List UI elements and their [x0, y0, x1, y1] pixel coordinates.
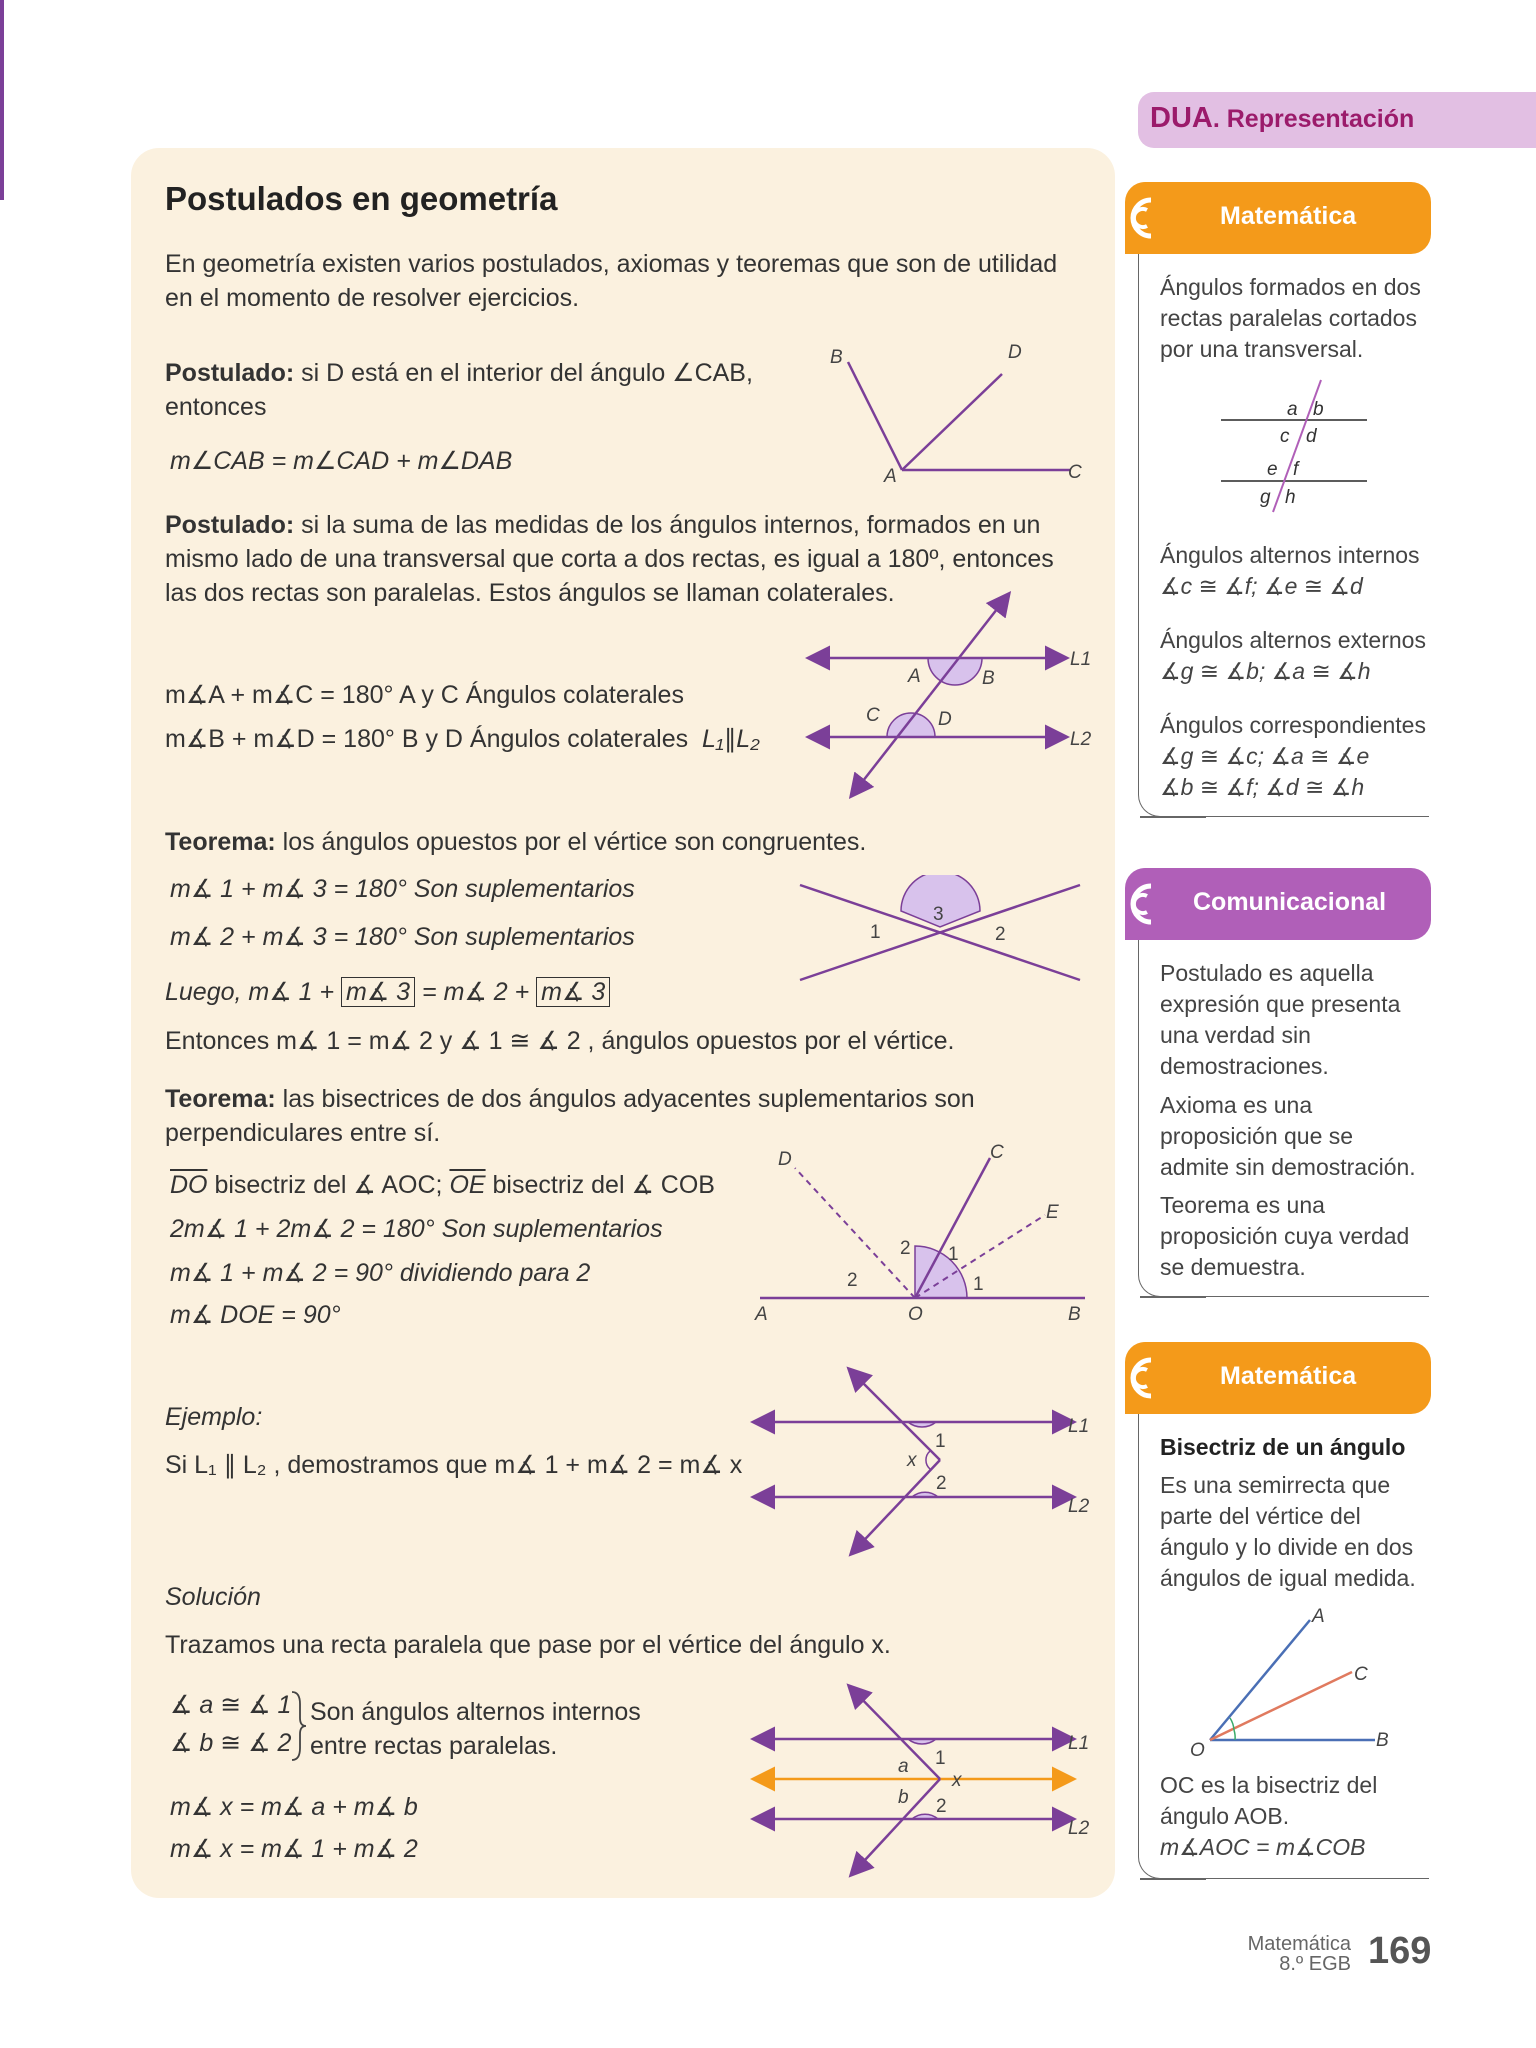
card-1-header: [1125, 182, 1431, 254]
postulate-1-text2: entonces: [165, 393, 267, 421]
fig-label: A: [884, 466, 897, 487]
dua-rest: . Representación: [1212, 105, 1415, 133]
corr-value-1: ∡g ≅ ∡c; ∡a ≅ ∡e: [1160, 743, 1370, 769]
dua-title: [1150, 102, 1414, 135]
boxed-term: m∡ 3: [341, 977, 415, 1007]
page-number: 169: [1368, 1930, 1432, 1972]
fig-label: D: [1008, 342, 1022, 363]
alt-int-block: [1160, 540, 1430, 602]
fig-label: B: [982, 668, 995, 689]
page-edge-rule: [0, 0, 4, 200]
card-2-header: [1125, 868, 1431, 940]
footer-grade: 8.º EGB: [1279, 1953, 1351, 1975]
colateral-line-2: [165, 724, 760, 754]
fig-label: E: [1046, 1202, 1059, 1223]
corr-value-2: ∡b ≅ ∡f; ∡d ≅ ∡h: [1160, 774, 1365, 800]
example-figure: [750, 1365, 1100, 1565]
alt-ext-block: [1160, 625, 1430, 687]
brace-text-1: Son ángulos alternos internos: [310, 1698, 641, 1726]
fig-label: b: [898, 1787, 909, 1808]
bisector-caption-1: OC es la bisectriz del ángulo AOB.: [1160, 1772, 1378, 1829]
luego-line: [165, 975, 610, 1009]
postulate-2-text: si la suma de las medidas de los ángulos internos, formados en un mismo lado de una transversal que corta a dos rectas, es igual a 180º, entonces las dos rectas son paralelas. Estos ángulos se llaman colaterales.: [165, 511, 1054, 607]
alt-ext-value: ∡g ≅ ∡b; ∡a ≅ ∡h: [1160, 658, 1371, 684]
corr-title: Ángulos correspondientes: [1160, 712, 1426, 738]
example-statement: Si L₁ ∥ L₂ , demostramos que m∡ 1 + m∡ 2 = m∡ x: [165, 1451, 743, 1479]
fig-label: 1: [973, 1274, 984, 1295]
fig-label: L1: [1068, 1733, 1090, 1754]
brace-text: [310, 1695, 641, 1763]
clip-icon: [1121, 192, 1161, 244]
theorem-1-text: los ángulos opuestos por el vértice son congruentes.: [275, 828, 867, 856]
fig-label: 2: [900, 1238, 911, 1259]
luego-prefix: Luego, m∡ 1 +: [165, 978, 341, 1006]
congruence-b: ∡ b ≅ ∡ 2: [170, 1729, 292, 1757]
fig-label: 1: [948, 1244, 959, 1265]
bisector-figure: [1180, 1600, 1395, 1760]
angle-cab-figure: [820, 340, 1100, 490]
bisector-caption: [1160, 1770, 1430, 1863]
dua-banner: [1138, 92, 1536, 148]
bisector-text-2: bisectriz del ∡ COB: [485, 1171, 715, 1199]
fig-label: A: [755, 1304, 768, 1325]
supplementary-line-2: m∡ 2 + m∡ 3 = 180° Son suplementarios: [170, 923, 635, 951]
fig-label: f: [1293, 459, 1299, 480]
postulate-1-text: si D está en el interior del ángulo ∠CAB,: [294, 359, 753, 387]
alt-ext-title: Ángulos alternos externos: [1160, 627, 1426, 653]
entonces-line: Entonces m∡ 1 = m∡ 2 y ∡ 1 ≅ ∡ 2 , ángulos opuestos por el vértice.: [165, 1027, 955, 1055]
solution-text: Trazamos una recta paralela que pase por el vértice del ángulo x.: [165, 1631, 891, 1659]
fig-label: A: [1312, 1606, 1325, 1627]
segment-oe: $\overline{OE}$: [449, 1171, 486, 1199]
fig-label: O: [908, 1304, 923, 1325]
corresponding-block: [1160, 710, 1430, 803]
solution-label: Solución: [165, 1583, 261, 1611]
segment-do: $\overline{DO}$: [170, 1171, 208, 1199]
colateral-angles-figure: [790, 585, 1100, 805]
congruence-a: ∡ a ≅ ∡ 1: [170, 1691, 292, 1719]
theorem-2-text: las bisectrices de dos ángulos adyacentes suplementarios son perpendiculares entre sí.: [165, 1085, 975, 1147]
fig-label: d: [1306, 426, 1317, 447]
card-2-axioma: Axioma es una proposición que se admite sin demostración.: [1160, 1092, 1416, 1180]
fig-label: O: [1190, 1740, 1205, 1760]
supplementary-line-1: m∡ 1 + m∡ 3 = 180° Son suplementarios: [170, 875, 635, 903]
fig-label: 2: [847, 1270, 858, 1291]
card-3-header: [1125, 1342, 1431, 1414]
card-2-end-line: [1140, 1296, 1206, 1298]
parallel-notation: L₁∥L₂: [702, 725, 760, 753]
fig-label: C: [990, 1142, 1004, 1163]
bisector-perpendicular-figure: [750, 1140, 1100, 1330]
clip-icon: [1121, 1352, 1161, 1404]
fig-label: B: [1376, 1730, 1389, 1751]
fig-label: C: [866, 705, 880, 726]
fig-label: g: [1260, 487, 1271, 508]
fig-label: a: [1287, 399, 1298, 420]
postulate-label: Postulado:: [165, 511, 295, 539]
footer-subject-name: Matemática: [1247, 1933, 1351, 1955]
bisector-line-4: m∡ DOE = 90°: [170, 1301, 341, 1329]
fig-label: a: [898, 1756, 909, 1777]
fig-label: A: [908, 666, 921, 687]
card-2-postulado: Postulado es aquella expresión que presenta una verdad sin demostraciones.: [1160, 960, 1401, 1079]
bisector-text-1: bisectriz del ∡ AOC;: [207, 1171, 450, 1199]
fig-label: B: [1068, 1304, 1081, 1325]
fig-label: L2: [1070, 729, 1092, 750]
section-title: Postulados en geometría: [165, 180, 558, 217]
fig-label: e: [1267, 459, 1278, 480]
postulate-1: [165, 356, 805, 424]
fig-label: L2: [1068, 1496, 1090, 1517]
fig-label: D: [778, 1149, 792, 1170]
solution-line-4: m∡ x = m∡ 1 + m∡ 2: [170, 1835, 418, 1863]
bisector-definition: Es una semirrecta que parte del vértice del ángulo y lo divide en dos ángulos de igual medida.: [1160, 1472, 1416, 1591]
luego-mid: = m∡ 2 +: [415, 978, 537, 1006]
card-1-end-line: [1140, 816, 1206, 818]
card-1-intro: Ángulos formados en dos rectas paralelas cortados por una transversal.: [1160, 274, 1421, 362]
theorem-1: [165, 825, 1085, 859]
brace-text-2: entre rectas paralelas.: [310, 1732, 558, 1760]
fig-label: 1: [870, 922, 881, 943]
postulate-1-formula: m∠CAB = m∠CAD + m∠DAB: [170, 447, 513, 475]
fig-label: L1: [1070, 649, 1092, 670]
postulate-label: Postulado:: [165, 359, 295, 387]
bisector-line-2: 2m∡ 1 + 2m∡ 2 = 180° Son suplementarios: [170, 1215, 663, 1243]
theorem-label: Teorema:: [165, 1085, 276, 1113]
fig-label: 2: [995, 924, 1006, 945]
alt-int-value: ∡c ≅ ∡f; ∡e ≅ ∡d: [1160, 573, 1363, 599]
example-label: Ejemplo:: [165, 1403, 263, 1431]
bisector-title: Bisectriz de un ángulo: [1160, 1434, 1406, 1460]
fig-label: 2: [936, 1473, 947, 1494]
clip-icon: [1121, 878, 1161, 930]
fig-label: 3: [933, 904, 944, 925]
bisector-line-3: m∡ 1 + m∡ 2 = 90° dividiendo para 2: [170, 1259, 591, 1287]
card-1-title: Matemática: [1220, 202, 1357, 230]
fig-label: C: [1354, 1664, 1368, 1685]
fig-label: b: [1313, 399, 1324, 420]
fig-label: c: [1280, 426, 1290, 447]
fig-label: L1: [1068, 1416, 1090, 1437]
vertical-angles-figure: [790, 875, 1090, 995]
intro-paragraph: En geometría existen varios postulados, axiomas y teoremas que son de utilidad en el momento de resolver ejercicios.: [165, 250, 1058, 312]
fig-label: 1: [935, 1748, 946, 1769]
colateral-line-2-text: m∡B + m∡D = 180° B y D Ángulos colaterales: [165, 725, 689, 753]
solution-line-3: m∡ x = m∡ a + m∡ b: [170, 1793, 418, 1821]
card-2-teorema: Teorema es una proposición cuya verdad se demuestra.: [1160, 1192, 1410, 1280]
solution-figure: [750, 1682, 1100, 1882]
card-3-end-line: [1140, 1878, 1206, 1880]
brace: [288, 1690, 308, 1762]
card-3-title: Matemática: [1220, 1362, 1357, 1390]
card-2-title: Comunicacional: [1193, 888, 1387, 916]
fig-label: C: [1068, 462, 1082, 483]
alt-int-title: Ángulos alternos internos: [1160, 542, 1420, 568]
dua-bold: DUA: [1150, 102, 1213, 134]
fig-label: D: [938, 709, 952, 730]
boxed-term: m∡ 3: [536, 977, 610, 1007]
fig-label: h: [1285, 487, 1296, 508]
fig-label: L2: [1068, 1818, 1090, 1839]
fig-label: 1: [935, 1431, 946, 1452]
fig-label: x: [907, 1450, 917, 1471]
fig-label: B: [830, 347, 843, 368]
transversal-angles-figure: [1215, 378, 1375, 513]
footer-subject: [1248, 1934, 1351, 1974]
fig-label: 2: [936, 1796, 947, 1817]
bisector-caption-2: m∡AOC = m∡COB: [1160, 1834, 1366, 1860]
colateral-line-1: m∡A + m∡C = 180° A y C Ángulos colaterales: [165, 681, 684, 709]
bisector-line-1: [170, 1170, 715, 1200]
fig-label: x: [952, 1770, 962, 1791]
theorem-label: Teorema:: [165, 828, 276, 856]
